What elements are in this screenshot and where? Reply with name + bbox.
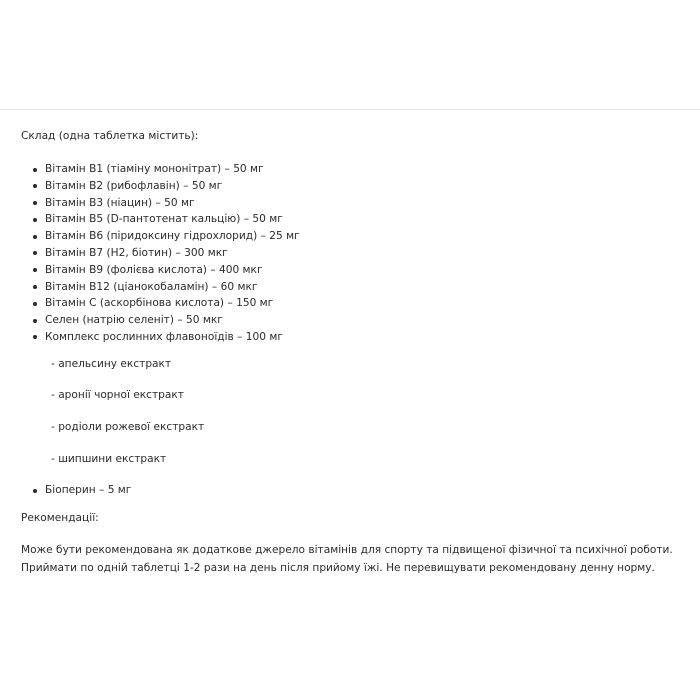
bullet-icon [33, 201, 37, 205]
ingredient-label: Вітамін В2 (рибофлавін) – 50 мг [45, 179, 223, 192]
ingredient-label: Вітамін В6 (піридоксину гідрохлорид) – 25 мг [45, 230, 300, 243]
flavonoid-subitem: - аронії чорної екстракт [51, 389, 184, 401]
ingredient-label: Вітамін В5 (D-пантотенат кальцію) – 50 мг [45, 213, 283, 226]
flavonoid-subitem: - родіоли рожевої екстракт [51, 421, 205, 433]
ingredient-item [21, 211, 300, 228]
ingredient-item [21, 312, 300, 329]
bullet-icon [33, 335, 37, 339]
bullet-icon [33, 184, 37, 188]
bullet-icon [33, 218, 37, 222]
ingredient-label: Селен (натрію селеніт) – 50 мкг [45, 314, 223, 327]
ingredient-item [21, 178, 300, 195]
recommendations-text: Може бути рекомендована як додаткове джерело вітамінів для спорту та підвищеної фізичної та психічної роботи. Приймати по одній таблетці 1-2 рази на день після прийому їжі. Не перевищувати рекомендовану денну норму. [21, 544, 673, 574]
ingredient-item [21, 262, 300, 279]
ingredient-label: Біоперин – 5 мг [45, 484, 132, 496]
bullet-icon [33, 319, 37, 323]
ingredient-item [21, 245, 300, 262]
ingredient-label: Вітамін В12 (ціанокобаламін) – 60 мкг [45, 280, 258, 293]
ingredient-item [21, 161, 300, 178]
bullet-icon [33, 235, 37, 239]
ingredient-label: Вітамін С (аскорбінова кислота) – 150 мг [45, 297, 274, 310]
composition-heading: Склад (одна таблетка містить): [21, 130, 199, 142]
ingredient-label: Комплекс рослинних флавоноїдів – 100 мг [45, 330, 283, 343]
ingredient-item [21, 295, 300, 312]
bullet-icon [33, 251, 37, 255]
recommendations-heading: Рекомендації: [21, 512, 99, 524]
ingredient-list-continued [21, 482, 131, 499]
ingredient-list [21, 161, 300, 346]
ingredient-label: Вітамін В9 (фолієва кислота) – 400 мкг [45, 263, 263, 276]
bullet-icon [33, 285, 37, 289]
ingredient-label: Вітамін В1 (тіаміну мононітрат) – 50 мг [45, 163, 264, 175]
top-divider [0, 109, 700, 110]
ingredient-item [21, 195, 300, 212]
bullet-icon [33, 268, 37, 272]
bullet-icon [33, 302, 37, 306]
bullet-icon [33, 168, 37, 172]
ingredient-item [21, 228, 300, 245]
ingredient-item [21, 329, 300, 346]
product-description [21, 129, 685, 574]
bullet-icon [33, 489, 37, 493]
ingredient-item [21, 482, 131, 499]
ingredient-item [21, 279, 300, 296]
ingredient-label: Вітамін В3 (ніацин) – 50 мг [45, 196, 195, 209]
flavonoid-subitem: - апельсину екстракт [51, 358, 172, 370]
ingredient-label: Вітамін В7 (Н2, біотин) – 300 мкг [45, 246, 228, 259]
flavonoid-subitem: - шипшини екстракт [51, 453, 167, 465]
